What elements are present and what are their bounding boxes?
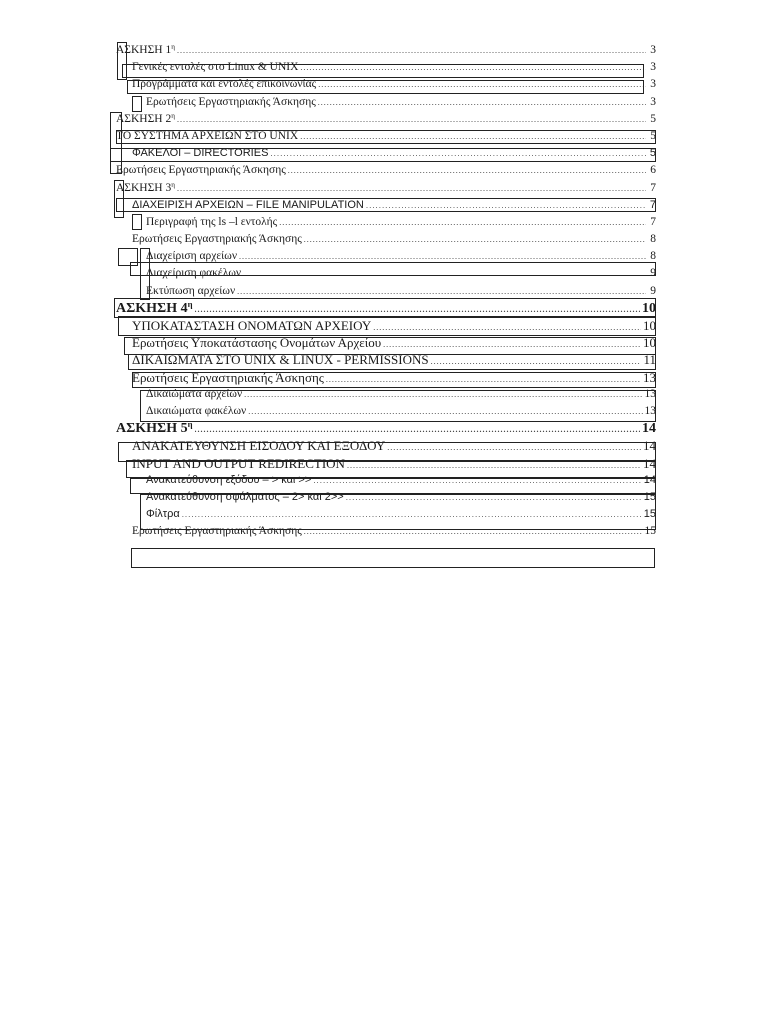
toc-entry[interactable] xyxy=(116,403,656,420)
toc-entry-title: ΔΙΑΧΕΙΡΙΣΗ ΑΡΧΕΙΩΝ – FILE MANIPULATION xyxy=(132,198,364,211)
dot-leader xyxy=(318,76,646,93)
toc-entry-label xyxy=(146,94,316,111)
toc-entry-title: Εκτύπωση αρχείων xyxy=(146,284,236,297)
toc-entry[interactable] xyxy=(116,76,656,93)
dot-leader xyxy=(177,111,646,128)
toc-page-number: 5 xyxy=(649,147,656,160)
toc-entry[interactable] xyxy=(116,197,656,214)
dot-leader xyxy=(318,94,646,111)
toc-entry-label xyxy=(146,403,246,420)
toc-entry-title: ΑΣΚΗΣΗ 3 xyxy=(116,181,172,194)
dot-leader xyxy=(177,42,646,59)
toc-entry-label xyxy=(132,351,429,368)
toc-entry-label xyxy=(132,317,371,334)
ordinal-superscript: η xyxy=(171,43,175,52)
toc-entry-title: Φίλτρα xyxy=(146,508,180,521)
toc-entry-label xyxy=(116,162,286,179)
toc-entry-label xyxy=(132,455,345,472)
toc-page-number: 7 xyxy=(650,215,656,228)
toc-entry-label xyxy=(132,231,302,248)
toc-entry-title: ΔΙΚΑΙΩΜΑΤΑ ΣΤΟ UNIX & LINUX - PERMISSIONS xyxy=(132,352,429,368)
toc-entry-title: Ερωτήσεις Εργαστηριακής Άσκησης xyxy=(146,95,316,108)
toc-page-number: 6 xyxy=(650,164,656,177)
dot-leader xyxy=(288,162,646,179)
toc-page-number: 5 xyxy=(650,129,656,142)
toc-entry-label xyxy=(146,248,237,265)
toc-page-number: 13 xyxy=(644,404,656,417)
toc-entry[interactable] xyxy=(116,283,656,300)
dot-leader xyxy=(304,523,643,540)
dot-leader xyxy=(195,421,640,438)
toc-page-number: 8 xyxy=(650,233,656,246)
toc-entry-label xyxy=(132,334,381,351)
toc-page-number: 11 xyxy=(643,352,656,368)
dot-leader xyxy=(195,301,640,318)
toc-entry-title: ΤΟ ΣΥΣΤΗΜΑ ΑΡΧΕΙΩΝ ΣΤΟ UNIX xyxy=(116,129,299,142)
toc-entry-label xyxy=(116,420,193,437)
toc-entry[interactable] xyxy=(116,214,656,231)
toc-entry-label xyxy=(132,76,316,93)
dot-leader xyxy=(300,59,646,76)
toc-entry-title: Διαχείριση αρχείων xyxy=(146,250,238,263)
toc-entry-title: Δικαιώματα φακέλων xyxy=(146,404,247,417)
toc-page-number: 8 xyxy=(650,250,656,263)
toc-entry[interactable] xyxy=(116,42,656,59)
toc-entry-label xyxy=(116,180,175,197)
toc-page-number: 14 xyxy=(643,473,656,486)
toc-entry-label xyxy=(132,197,364,214)
toc-entry-label xyxy=(116,300,193,317)
toc-page-number: 3 xyxy=(650,61,656,74)
dot-leader xyxy=(313,472,641,489)
toc-entry-label xyxy=(146,472,311,489)
toc-entry-label xyxy=(146,265,241,282)
toc-entry[interactable] xyxy=(116,300,656,317)
toc-page-number: 14 xyxy=(643,455,656,471)
toc-entry[interactable] xyxy=(116,111,656,128)
toc-page-number: 3 xyxy=(650,95,656,108)
toc-page-number: 15 xyxy=(643,508,656,521)
dot-leader xyxy=(248,403,642,420)
toc-entry-title: Ερωτήσεις Εργαστηριακής Άσκησης xyxy=(116,164,286,177)
toc-page-number: 3 xyxy=(650,78,656,91)
toc-entry[interactable] xyxy=(116,489,656,506)
toc-entry[interactable] xyxy=(116,472,656,489)
toc-entry[interactable] xyxy=(116,145,656,162)
toc-entry[interactable] xyxy=(116,248,656,265)
toc-entry-title: Γενικές εντολές στο Linux & UNIX xyxy=(132,61,299,74)
toc-entry[interactable] xyxy=(116,231,656,248)
toc-entry-title: Περιγραφή της ls –l εντολής xyxy=(146,215,278,228)
toc-entry-label xyxy=(116,128,298,145)
dot-leader xyxy=(346,489,642,506)
toc-entry[interactable] xyxy=(116,523,656,540)
toc-entry-title: ΥΠΟΚΑΤΑΣΤΑΣΗ ΟΝΟΜΑΤΩΝ ΑΡΧΕΙΟΥ xyxy=(132,318,372,333)
toc-entry[interactable] xyxy=(116,128,656,145)
toc-page-number: 10 xyxy=(643,335,656,351)
toc-page-number: 10 xyxy=(642,300,656,316)
toc-entry[interactable] xyxy=(116,162,656,179)
toc-entry-label xyxy=(132,369,324,386)
toc-page-number: 10 xyxy=(643,318,656,333)
dot-leader xyxy=(182,506,642,523)
toc-entry[interactable] xyxy=(116,369,656,386)
toc-entry-label xyxy=(132,145,268,162)
toc-entry-label xyxy=(116,42,175,59)
ordinal-superscript: η xyxy=(171,180,175,189)
dot-leader xyxy=(244,386,642,403)
toc-entry[interactable] xyxy=(116,59,656,76)
toc-page-number: 14 xyxy=(642,421,656,437)
ordinal-superscript: η xyxy=(187,419,193,430)
toc-entry-title: ΑΣΚΗΣΗ 2 xyxy=(116,112,172,125)
toc-entry-title: Ερωτήσεις Υποκατάστασης Ονομάτων Αρχείου xyxy=(132,335,382,351)
toc-entry-label xyxy=(116,111,175,128)
dot-leader xyxy=(239,248,646,265)
toc-page-number: 15 xyxy=(644,525,656,538)
dot-leader xyxy=(279,214,646,231)
toc-entry-title: Ανακατεύθυνση εξόδου – > και >> xyxy=(146,473,312,486)
toc-entry-label xyxy=(132,523,302,540)
toc-entry[interactable] xyxy=(116,265,656,282)
toc-entry-title: Προγράμματα και εντολές επικοινωνίας xyxy=(132,78,317,91)
toc-page-number: 3 xyxy=(650,44,656,56)
toc-entry-label xyxy=(146,489,344,506)
dot-leader xyxy=(300,128,646,145)
toc-entry-label xyxy=(146,386,242,403)
dot-leader xyxy=(237,283,646,300)
dot-leader xyxy=(270,145,646,162)
toc-page-number: 5 xyxy=(650,112,656,125)
toc-entry-label xyxy=(146,283,235,300)
toc-entry[interactable] xyxy=(116,180,656,197)
toc-entry-label xyxy=(146,506,180,523)
toc-page-number: 7 xyxy=(650,181,656,194)
ordinal-superscript: η xyxy=(187,299,193,310)
dot-leader xyxy=(177,180,646,197)
dot-leader xyxy=(366,197,646,214)
toc-entry[interactable] xyxy=(116,94,656,111)
toc-entry[interactable] xyxy=(116,334,656,351)
toc-entry[interactable] xyxy=(116,455,656,472)
toc-entry[interactable] xyxy=(116,386,656,403)
toc-entry-title: ΦΑΚΕΛΟΙ – DIRECTORIES xyxy=(132,147,269,160)
toc-entry[interactable] xyxy=(116,420,656,437)
toc-entry-label xyxy=(132,437,385,454)
toc-entry[interactable] xyxy=(116,437,656,454)
toc-entry[interactable] xyxy=(116,351,656,368)
toc-entry-title: ΑΝΑΚΑΤΕΥΘΥΝΣΗ ΕΙΣΟΔΟΥ ΚΑΙ ΕΞΟΔΟΥ xyxy=(132,438,386,454)
toc-page-number: 13 xyxy=(644,387,656,400)
toc-entry-title: INPUT AND OUTPUT REDIRECTION xyxy=(132,455,345,471)
toc-page-number: 9 xyxy=(650,267,656,280)
toc-entry-title: Ερωτήσεις Εργαστηριακής Άσκησης xyxy=(132,369,324,385)
toc-page-number: 15 xyxy=(643,490,656,503)
toc-entry-title: Δικαιώματα αρχείων xyxy=(146,387,243,400)
dot-leader xyxy=(304,231,646,248)
ordinal-superscript: η xyxy=(171,111,175,120)
toc-page-number: 7 xyxy=(649,198,656,211)
toc-entry-label xyxy=(132,59,298,76)
toc-entry-title: Ανακατεύθυνση σφάλματος – 2> και 2>> xyxy=(146,490,344,503)
toc-entry[interactable] xyxy=(116,506,656,523)
table-of-contents xyxy=(116,42,656,540)
toc-entry-title: ΑΣΚΗΣΗ 5 xyxy=(116,421,188,437)
toc-entry-title: ΑΣΚΗΣΗ 1 xyxy=(116,44,172,56)
toc-page-number: 9 xyxy=(650,284,656,297)
toc-entry-title: Ερωτήσεις Εργαστηριακής Άσκησης xyxy=(132,525,302,538)
toc-entry-title: ΑΣΚΗΣΗ 4 xyxy=(116,300,188,316)
toc-entry-title: Διαχείριση φακέλων xyxy=(146,267,242,280)
toc-page-number: 13 xyxy=(643,369,656,385)
frame-box xyxy=(131,548,655,568)
toc-entry-label xyxy=(146,214,277,231)
toc-entry-title: Ερωτήσεις Εργαστηριακής Άσκησης xyxy=(132,233,302,246)
toc-page-number: 14 xyxy=(643,438,656,454)
dot-leader xyxy=(243,265,646,282)
toc-entry[interactable] xyxy=(116,317,656,334)
